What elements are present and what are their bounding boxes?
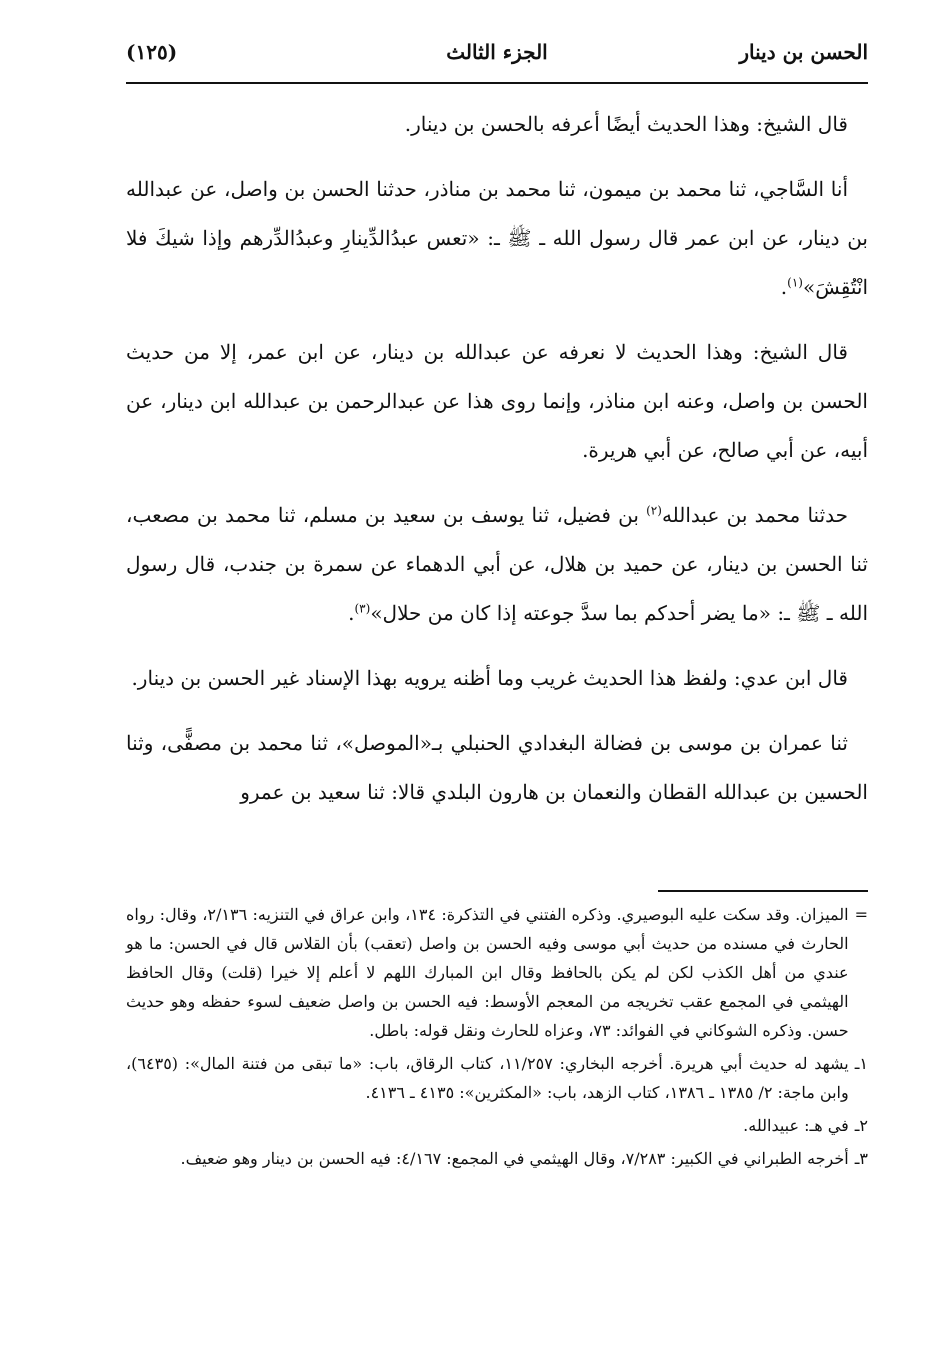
- paragraph-3: [126, 328, 868, 475]
- paragraph-6: [126, 719, 868, 817]
- footnote-marker: ١ـ: [854, 1054, 868, 1073]
- footnote-marker: ٣ـ: [854, 1149, 868, 1168]
- paragraph-text: أنا السَّاجي، ثنا محمد بن ميمون، ثنا محمد بن مناذر، حدثنا الحسن بن واصل، عن عبدالله بن دينار، عن ابن عمر قال رسول الله ـ ﷺ ـ: «تعس عبدُالدِّينارِ وعبدُالدِّرهم وإذا شيكَ فلا انْتُقِشَ»: [126, 177, 868, 299]
- footnote-2: [126, 1111, 868, 1140]
- book-page: [126, 30, 868, 1340]
- footnote-3: [126, 1144, 868, 1173]
- page-number: (١٢٥): [126, 40, 178, 64]
- paragraph-4: [126, 491, 868, 638]
- footnote-list: [126, 900, 868, 1173]
- footnote-text: في هـ: عبيدالله.: [743, 1116, 849, 1135]
- paragraph-text: ثنا عمران بن موسى بن فضالة البغدادي الحنبلي بـ«الموصل»، ثنا محمد بن مصفًّى، وثنا الحسين بن عبدالله القطان والنعمان بن هارون البلدي قالا: ثنا سعيد بن عمرو: [126, 731, 868, 804]
- footnote-marker: ٢ـ: [854, 1116, 868, 1135]
- footnote-text: أخرجه الطبراني في الكبير: ٧/٢٨٣، وقال الهيثمي في المجمع: ٤/١٦٧: فيه الحسن بن دينار وهو ضعيف.: [180, 1149, 849, 1168]
- footnotes-section: [126, 890, 868, 1177]
- paragraph-2: [126, 165, 868, 312]
- running-title: الحسن بن دينار: [739, 40, 868, 64]
- paragraph-text: حدثنا محمد بن عبدالله: [661, 503, 848, 527]
- main-text: [126, 100, 868, 817]
- footnote-ref-3: (٣): [354, 601, 371, 616]
- footnote-text: يشهد له حديث أبي هريرة. أخرجه البخاري: ١١/٢٥٧، كتاب الرقاق، باب: «ما تبقى من فتنة المال»: (٦٤٣٥)، وابن ماجة: ٢/ ١٣٨٥ ـ ١٣٨٦، كتاب الزهد، باب: «المكثرين»: ٤١٣٥ ـ ٤١٣٦.: [126, 1054, 849, 1102]
- footnote-ref-1: (١): [787, 275, 803, 290]
- paragraph-tail-2: .: [348, 601, 355, 625]
- paragraph-1: [126, 100, 868, 149]
- paragraph-5: [126, 654, 868, 703]
- footnote-ref-2: (٢): [646, 503, 662, 518]
- paragraph-tail: .: [780, 275, 788, 299]
- footnote-text: الميزان. وقد سكت عليه البوصيري. وذكره الفتني في التذكرة: ١٣٤، وابن عراق في التنزيه: ٢/١٣٦، وقال: رواه الحارث في مسنده من حديث أبي موسى وفيه الحسن بن واصل (تعقب) بأن القلاس قال في الحسن: ما هو عندي من أهل الكذب لكن لم يكن بالحافظ وقال ابن المبارك اللهم لا أعلم إلا خيرا (قلت) وقال الحافظ الهيثمي في المجمع عقب تخريجه من المعجم الأوسط: فيه الحسن بن واصل ضعيف لسوء حفظه وهو حديث حسن. وذكره الشوكاني في الفوائد: ٧٣، وعزاه للحارث ونقل قوله: باطل.: [126, 905, 849, 1040]
- footnote-divider: [658, 890, 868, 892]
- paragraph-text: قال ابن عدي: ولفظ هذا الحديث غريب وما أظنه يرويه بهذا الإسناد غير الحسن بن دينار.: [131, 666, 848, 690]
- paragraph-text: قال الشيخ: وهذا الحديث لا نعرفه عن عبدالله بن دينار، عن ابن عمر، إلا من حديث الحسن بن واصل، وعنه ابن مناذر، وإنما روى هذا عن عبدالرحمن بن عبدالله ابن دينار، عن أبيه، عن أبي صالح، عن أبي هريرة.: [126, 340, 868, 462]
- footnote-continued: [126, 900, 868, 1045]
- volume-title: الجزء الثالث: [446, 40, 548, 64]
- paragraph-text: قال الشيخ: وهذا الحديث أيضًا أعرفه بالحسن بن دينار.: [404, 112, 848, 136]
- footnote-marker: =: [854, 905, 868, 924]
- footnote-1: [126, 1049, 868, 1107]
- paragraph-tail: بن فضيل، ثنا يوسف بن سعيد بن مسلم، ثنا محمد بن مصعب، ثنا الحسن بن دينار، عن حميد بن هلال، عن أبي الدهماء عن سمرة بن جندب، قال رسول الله ـ ﷺ ـ: «ما يضر أحدكم بما سدَّ جوعته إذا كان من حلال»: [126, 503, 868, 625]
- page-header: [126, 30, 868, 84]
